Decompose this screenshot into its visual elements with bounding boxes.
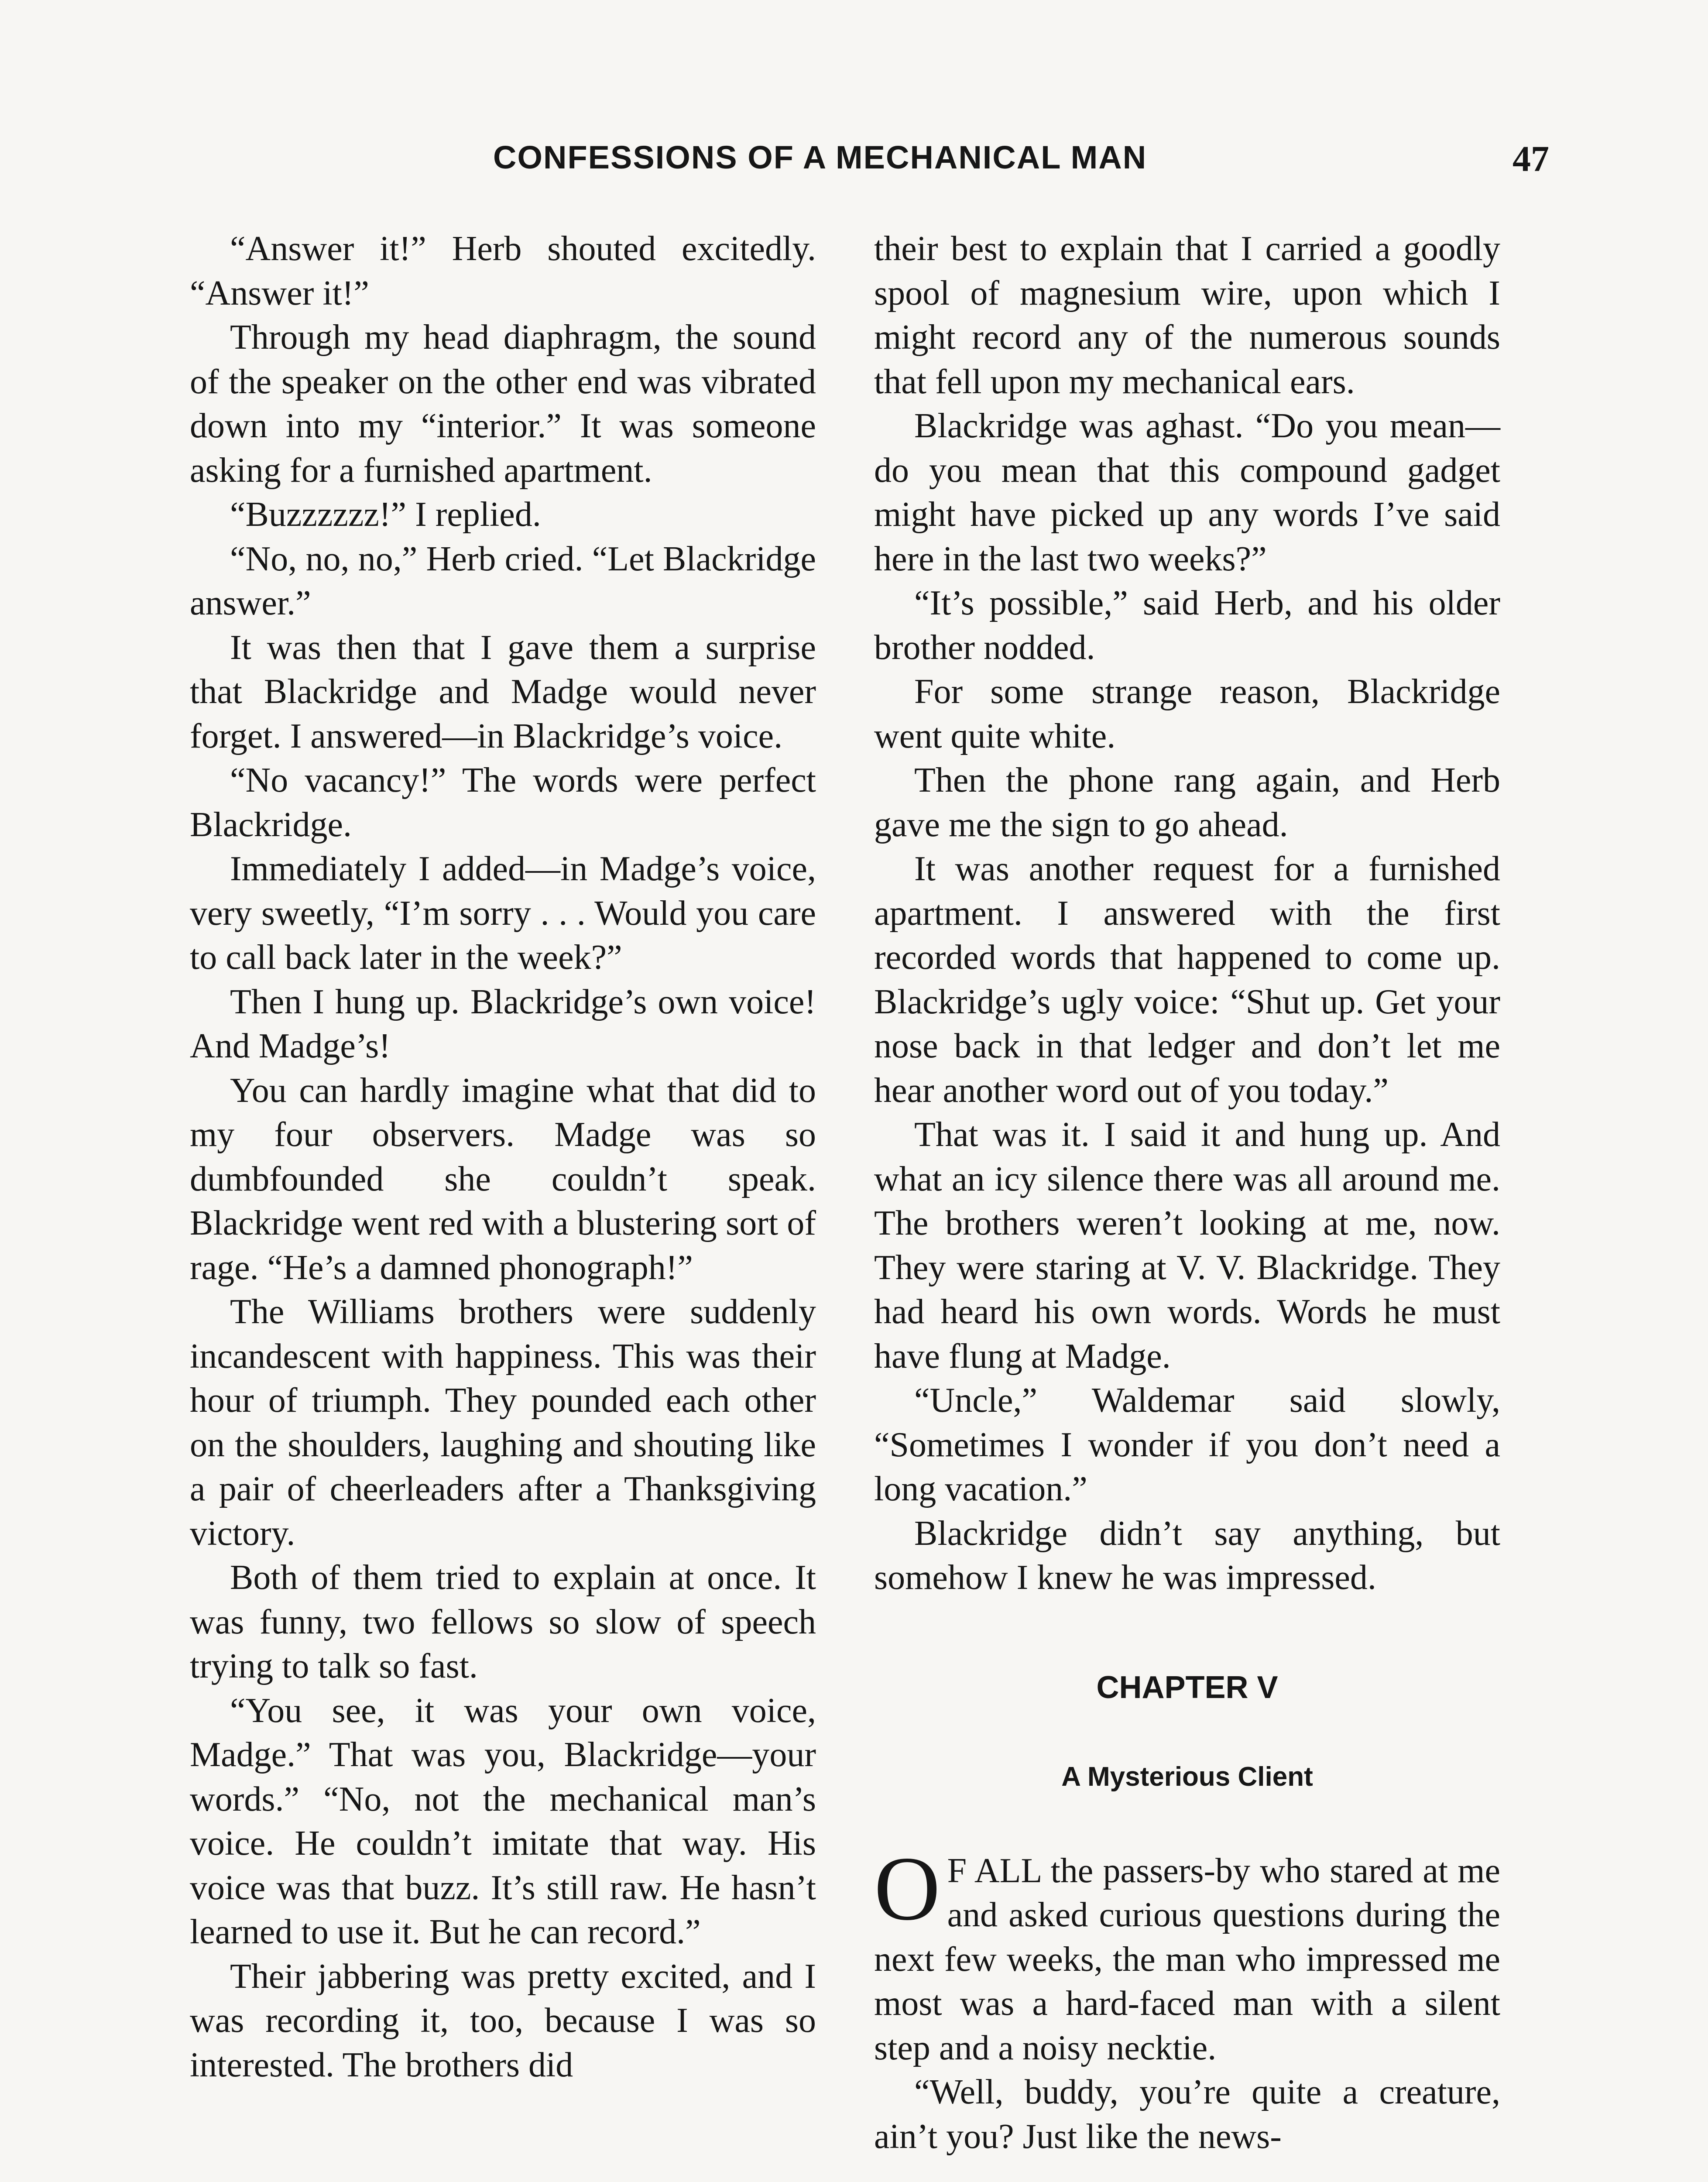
paragraph: Both of them tried to explain at once. It was funny, two fellows so slow of speech trying to talk so fast.	[190, 1558, 816, 1685]
paragraph: Blackridge was aghast. “Do you mean—do you mean that this compound gadget might have picked up any words I’ve said here in the last two weeks?”	[874, 407, 1500, 578]
paragraph-continued: their best to explain that I carried a goodly spool of magnesium wire, upon which I might record any of the numerous sounds that fell upon my mechanical ears.	[874, 230, 1500, 401]
paragraph: Blackridge didn’t say anything, but somehow I knew he was impressed.	[874, 1514, 1500, 1597]
opening-text: F ALL the passers-by who stared at me and asked curious questions during the next few weeks, the man who impressed me most was a hard-faced man with a silent step and a noisy necktie.	[874, 1851, 1500, 2067]
chapter-heading: CHAPTER V	[1096, 1670, 1278, 1705]
paragraph: Then I hung up. Blackridge’s own voice! And Madge’s!	[190, 982, 816, 1065]
paragraph: For some strange reason, Blackridge went quite white.	[874, 672, 1500, 755]
paragraph: “It’s possible,” said Herb, and his older brother nodded.	[874, 584, 1500, 667]
paragraph: Their jabbering was pretty excited, and I was recording it, too, because I was so interested. The brothers did	[190, 1957, 816, 2084]
paragraph: “You see, it was your own voice, Madge.” That was you, Blackridge—your words.” “No, not the mechanical man’s voice. He couldn’t imitate that way. His voice was that buzz. It’s still raw. He hasn’t learned to use it. But he can record.”	[190, 1691, 816, 1951]
paragraph: “Buzzzzzz!” I replied.	[230, 495, 541, 534]
paragraph: Immediately I added—in Madge’s voice, very sweetly, “I’m sorry . . . Would you care to call back later in the week?”	[190, 850, 816, 977]
page-number: 47	[1513, 139, 1549, 179]
right-column	[874, 227, 1500, 2159]
chapter-opening-paragraph	[874, 1838, 1500, 2071]
paragraph: “No, no, no,” Herb cried. “Let Blackridge answer.”	[190, 539, 816, 622]
paragraph: You can hardly imagine what that did to my four observers. Madge was so dumbfounded she couldn’t speak. Blackridge went red with a blustering sort of rage. “He’s a damned phonograph!”	[190, 1071, 816, 1287]
running-head: CONFESSIONS OF A MECHANICAL MAN	[493, 139, 1147, 175]
paragraph: Then the phone rang again, and Herb gave me the sign to go ahead.	[874, 761, 1500, 844]
paragraph: Through my head diaphragm, the sound of the speaker on the other end was vibrated down into my “interior.” It was someone asking for a furnished apartment.	[190, 318, 816, 490]
chapter-subtitle: A Mysterious Client	[1061, 1761, 1313, 1792]
paragraph: The Williams brothers were suddenly incandescent with happiness. This was their hour of triumph. They pounded each other on the shoulders, laughing and shouting like a pair of cheerleaders after a Thanksgiving victory.	[190, 1293, 816, 1553]
left-column	[190, 227, 816, 2087]
paragraph: “Well, buddy, you’re quite a creature, ain’t you? Just like the news-	[874, 2073, 1500, 2156]
paragraph: “No vacancy!” The words were perfect Blackridge.	[190, 761, 816, 844]
page-header	[175, 139, 1549, 187]
paragraph: It was then that I gave them a surprise that Blackridge and Madge would never forget. I answered—in Blackridge’s voice.	[190, 628, 816, 755]
paragraph: That was it. I said it and hung up. And what an icy silence there was all around me. The brothers weren’t looking at me, now. They were staring at V. V. Blackridge. They had heard his own words. Words he must have flung at Madge.	[874, 1115, 1500, 1376]
drop-cap: O	[874, 1838, 940, 1939]
paragraph: It was another request for a furnished apartment. I answered with the first recorded words that happened to come up. Blackridge’s ugly voice: “Shut up. Get your nose back in that ledger and don’t let me hear another word out of you today.”	[874, 850, 1500, 1110]
paragraph: “Uncle,” Waldemar said slowly, “Sometimes I wonder if you don’t need a long vacation.”	[874, 1381, 1500, 1508]
paragraph: “Answer it!” Herb shouted excitedly. “Answer it!”	[190, 230, 816, 312]
